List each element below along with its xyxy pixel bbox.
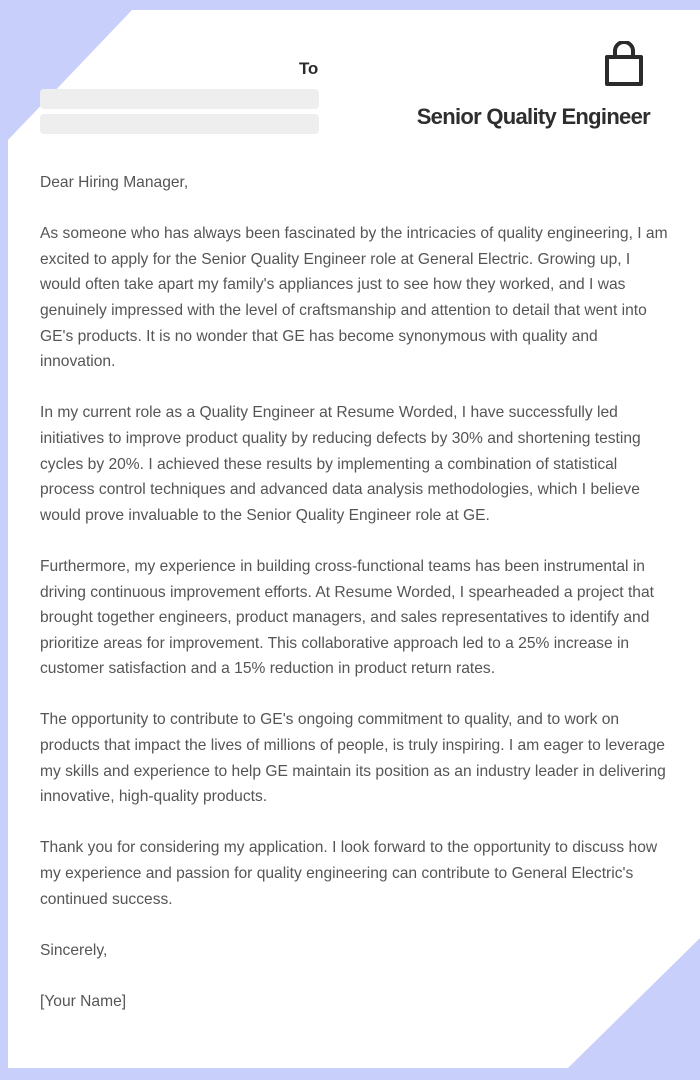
letter-body: [40, 170, 672, 1015]
recipient-name-placeholder: [40, 89, 319, 109]
recipient-label: To: [299, 59, 319, 78]
job-title: Senior Quality Engineer: [416, 104, 650, 129]
cover-letter-page: [8, 10, 700, 1068]
letter-paragraph: Furthermore, my experience in building cross-functional teams has been instrumental in driving continuous improvement efforts. At Resume Worded, I spearheaded a project that brought together engineers, product managers, and sales representatives to identify and prioritize areas for improvement. This collaborative approach led to a 25% increase in customer satisfaction and a 15% reduction in product return rates.: [40, 557, 654, 678]
letter-paragraph: Thank you for considering my application. I look forward to the opportunity to discuss how my experience and passion for quality engineering can contribute to General Electric's continued success.: [40, 839, 658, 908]
letter-paragraph: The opportunity to contribute to GE's ongoing commitment to quality, and to work on products that impact the lives of millions of people, is truly inspiring. I am eager to leverage my skills and experience to help GE maintain its position as an industry leader in delivering innovative, high-quality products.: [40, 711, 666, 806]
letter-paragraph: As someone who has always been fascinated by the intricacies of quality engineering, I am excited to apply for the Senior Quality Engineer role at General Electric. Growing up, I would often take apart my family's appliances just to see how they worked, and I was genuinely impressed with the level of craftsmanship and attention to detail that went into GE's products. It is no wonder that GE has become synonymous with quality and innovation.: [40, 225, 668, 371]
letter-paragraph: In my current role as a Quality Engineer at Resume Worded, I have successfully led initiatives to improve product quality by reducing defects by 30% and shortening testing cycles by 20%. I achieved these results by implementing a combination of statistical process control techniques and advanced data analysis methodologies, which I believe would prove invaluable to the Senior Quality Engineer role at GE.: [40, 404, 641, 524]
signature: [Your Name]: [40, 993, 127, 1010]
recipient-address-placeholder: [40, 114, 319, 134]
closing: Sincerely,: [40, 941, 108, 959]
shopping-bag-icon: [604, 41, 644, 87]
salutation: Dear Hiring Manager,: [40, 174, 189, 191]
